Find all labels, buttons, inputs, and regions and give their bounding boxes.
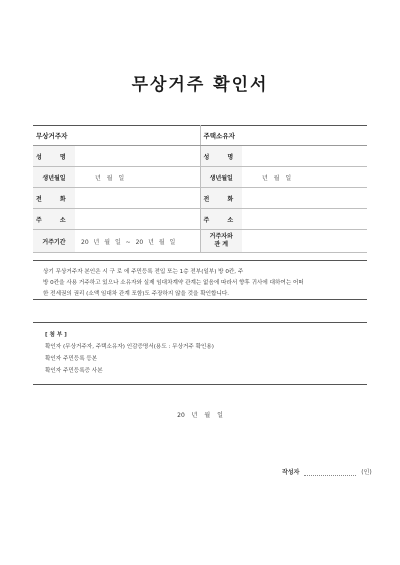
- owner-phone-label: 전 화: [200, 188, 242, 209]
- owner-address-label: 주 소: [200, 209, 242, 230]
- attachments-section: [33, 322, 367, 385]
- table-header-row: [33, 126, 367, 146]
- seal-mark: (인): [361, 469, 372, 476]
- relation-label-line1: 거주자와: [209, 233, 233, 240]
- resident-address-label: 주 소: [33, 209, 75, 230]
- confirm-line-1: 상기 무상거주자 본인은 시 구 로 에 주민등록 전입 또는 1층 전부(일부) 방 0칸, 주: [43, 269, 244, 275]
- resident-address-field[interactable]: [75, 209, 200, 230]
- info-table: [33, 125, 367, 253]
- signature-label: 작성자: [282, 469, 300, 476]
- phone-row: [33, 188, 367, 209]
- confirmation-statement: [33, 260, 367, 300]
- name-row: [33, 146, 367, 167]
- resident-birth-field[interactable]: 년 월 일: [75, 167, 200, 188]
- header-owner: 주택소유자: [200, 126, 367, 146]
- header-resident: 무상거주자: [33, 126, 200, 146]
- owner-birth-label: 생년월일: [200, 167, 242, 188]
- confirm-line-2: 방 0칸을 사용 거주하고 있으나 소유자와 실제 임대차계약 관계는 없음에 따라서 향후 귀사에 대하여는 어떠: [43, 280, 304, 286]
- attachment-item: 확인자 주민등록증 사본: [45, 368, 103, 374]
- document-title: 무상거주 확인서: [131, 75, 269, 95]
- attachment-item: 확인자 (무상거주자, 주택소유자) 인감증명서(용도 : 무상거주 확인용): [45, 344, 214, 350]
- signature-line: [282, 467, 372, 476]
- period-row: [33, 230, 367, 253]
- owner-birth-field[interactable]: 년 월 일: [242, 167, 367, 188]
- attachments-title: [ 첨 부 ]: [45, 332, 67, 338]
- relation-label-line2: 관 계: [214, 241, 229, 248]
- resident-phone-label: 전 화: [33, 188, 75, 209]
- resident-name-label: 성 명: [33, 146, 75, 167]
- owner-phone-field[interactable]: [242, 188, 367, 209]
- owner-address-field[interactable]: [242, 209, 367, 230]
- confirm-line-3: 한 전세권의 권리 (소액 임대차 관계 포함)도 주장하지 않을 것을 확인합니다.: [43, 291, 230, 297]
- owner-name-label: 성 명: [200, 146, 242, 167]
- owner-name-field[interactable]: [242, 146, 367, 167]
- period-label: 거주기간: [33, 230, 75, 253]
- signature-field[interactable]: [304, 467, 356, 476]
- relation-field[interactable]: [242, 230, 367, 253]
- document-date: 20 년 월 일: [177, 412, 223, 419]
- attachment-item: 확인자 주민등록 등본: [45, 356, 98, 362]
- birth-row: [33, 167, 367, 188]
- period-field[interactable]: 20 년 월 일 ~ 20 년 월 일: [75, 230, 200, 253]
- address-row: [33, 209, 367, 230]
- resident-phone-field[interactable]: [75, 188, 200, 209]
- resident-name-field[interactable]: [75, 146, 200, 167]
- resident-birth-label: 생년월일: [33, 167, 75, 188]
- relation-label: [200, 230, 242, 253]
